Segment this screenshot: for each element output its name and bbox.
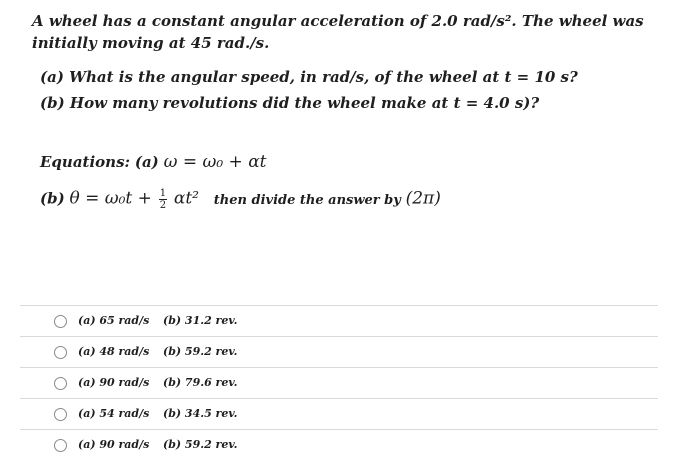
answer-option[interactable] <box>20 398 658 429</box>
answer-options <box>20 305 658 460</box>
radio-button[interactable] <box>54 346 67 359</box>
option-a-value: (a) 48 rad/s <box>78 345 150 358</box>
answer-option[interactable] <box>20 336 658 367</box>
equation-b-label: (b) <box>40 189 65 208</box>
radio-button[interactable] <box>54 439 67 452</box>
option-b-value: (b) 59.2 rev. <box>163 345 238 358</box>
fraction-numerator: 1 <box>159 188 167 199</box>
equation-b-divisor: (2π) <box>405 188 441 209</box>
option-a-value: (a) 90 rad/s <box>78 376 150 389</box>
option-a-value: (a) 90 rad/s <box>78 438 150 451</box>
radio-button[interactable] <box>54 408 67 421</box>
equation-a-label: (a) <box>134 153 159 171</box>
option-b-value: (b) 59.2 rev. <box>163 438 238 451</box>
fraction-denominator: 2 <box>159 200 167 211</box>
question-part-b: (b) How many revolutions did the wheel make at t = 4.0 s)? <box>40 94 540 112</box>
equation-b-formula-right: αt² <box>173 188 199 209</box>
option-b-value: (b) 31.2 rev. <box>163 314 238 327</box>
answer-option[interactable] <box>20 429 658 460</box>
radio-button[interactable] <box>54 377 67 390</box>
equation-a <box>40 152 267 172</box>
answer-option[interactable] <box>20 305 658 336</box>
question-text: A wheel has a constant angular acceleration of 2.0 rad/s². The wheel was initially moving at 45 rad./s. <box>32 12 644 52</box>
option-a-value: (a) 65 rad/s <box>78 314 150 327</box>
equations-label: Equations: <box>40 153 131 171</box>
radio-button[interactable] <box>54 315 67 328</box>
equation-b-formula-left: θ = ω₀t + <box>69 188 152 209</box>
option-b-value: (b) 34.5 rev. <box>163 407 238 420</box>
question-part-a: (a) What is the angular speed, in rad/s, of the wheel at t = 10 s? <box>40 68 578 86</box>
equation-b <box>40 188 441 211</box>
option-a-value: (a) 54 rad/s <box>78 407 150 420</box>
equation-b-fraction <box>159 188 167 211</box>
equation-a-formula: ω = ω₀ + αt <box>163 152 267 172</box>
equation-b-note: then divide the answer by <box>213 192 401 208</box>
option-b-value: (b) 79.6 rev. <box>163 376 238 389</box>
answer-option[interactable] <box>20 367 658 398</box>
